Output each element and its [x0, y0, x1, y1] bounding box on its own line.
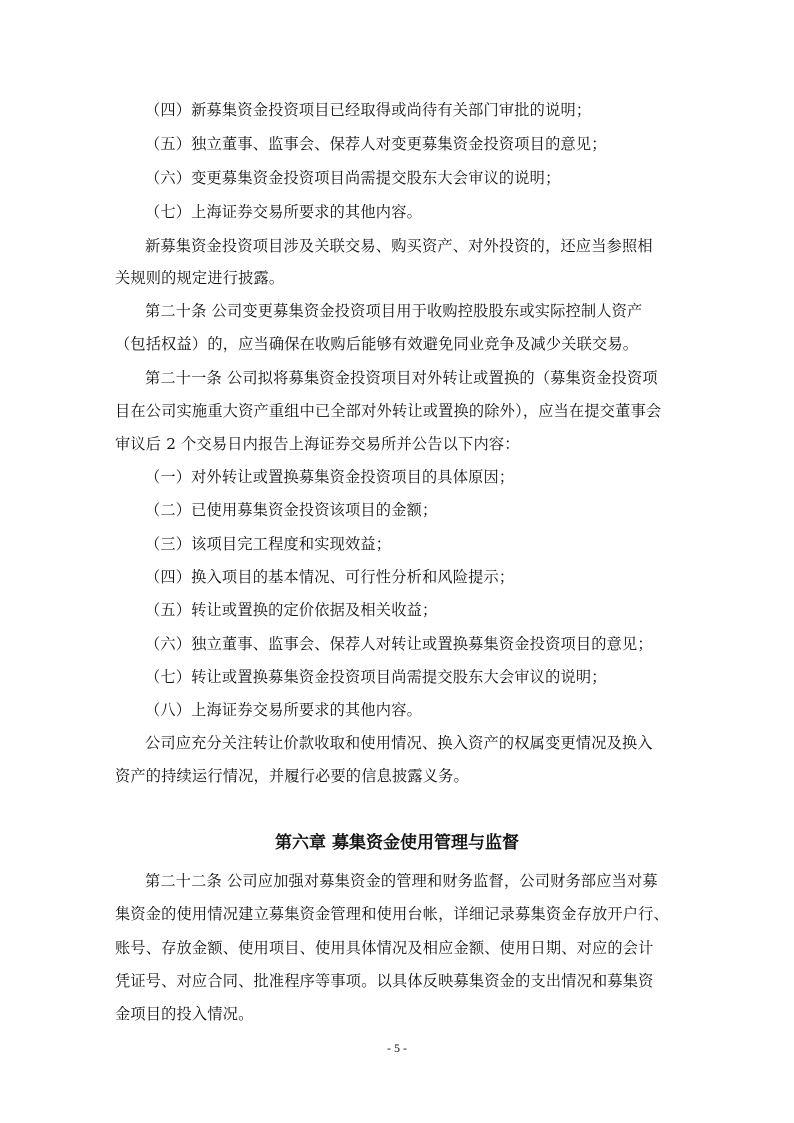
paragraph-line: （四）换入项目的基本情况、可行性分析和风险提示；: [145, 568, 515, 586]
paragraph-line: 目在公司实施重大资产重组中已全部对外转让或置换的除外），应当在提交董事会: [115, 402, 662, 420]
paragraph-line: 关规则的规定进行披露。: [115, 269, 285, 287]
paragraph-line: （七）转让或置换募集资金投资项目尚需提交股东大会审议的说明；: [145, 668, 607, 686]
paragraph-line: （五）独立董事、监事会、保荐人对变更募集资金投资项目的意见；: [145, 135, 607, 153]
paragraph-line: （四）新募集资金投资项目已经取得或尚待有关部门审批的说明；: [145, 101, 592, 119]
paragraph-line: 账号、存放金额、使用项目、使用具体情况及相应金额、使用日期、对应的会计: [115, 939, 654, 957]
paragraph-line: 公司应充分关注转让价款收取和使用情况、换入资产的权属变更情况及换入: [145, 734, 653, 752]
paragraph-line: 凭证号、对应合同、批准程序等事项。以具体反映募集资金的支出情况和募集资: [115, 972, 654, 990]
paragraph-line: 资产的持续运行情况，并履行必要的信息披露义务。: [115, 767, 469, 785]
paragraph-line: （六）变更募集资金投资项目尚需提交股东大会审议的说明；: [145, 169, 561, 187]
paragraph-line: 新募集资金投资项目涉及关联交易、购买资产、对外投资的，还应当参照相: [145, 237, 653, 255]
paragraph-line: 金项目的投入情况。: [115, 1005, 254, 1023]
page-number: - 5 -: [387, 1041, 407, 1055]
paragraph-line: （五）转让或置换的定价依据及相关收益；: [145, 601, 438, 619]
paragraph-line: （八）上海证券交易所要求的其他内容。: [145, 701, 422, 719]
paragraph-line: 第二十二条 公司应加强对募集资金的管理和财务监督，公司财务部应当对募: [145, 872, 658, 890]
paragraph-line: 审议后 2 个交易日内报告上海证券交易所并公告以下内容：: [115, 435, 520, 453]
paragraph-line: （包括权益）的，应当确保在收购后能够有效避免同业竞争及减少关联交易。: [115, 335, 639, 353]
paragraph-line: （一）对外转让或置换募集资金投资项目的具体原因；: [145, 468, 515, 486]
paragraph-line: （七）上海证券交易所要求的其他内容。: [145, 203, 422, 221]
paragraph-line: 第二十条 公司变更募集资金投资项目用于收购控股股东或实际控制人资产: [145, 302, 643, 320]
paragraph-line: 集资金的使用情况建立募集资金管理和使用台帐，详细记录募集资金存放开户行、: [115, 905, 669, 923]
paragraph-line: （六）独立董事、监事会、保荐人对转让或置换募集资金投资项目的意见；: [145, 635, 653, 653]
paragraph-line: （三）该项目完工程度和实现效益；: [145, 535, 392, 553]
paragraph-line: 第二十一条 公司拟将募集资金投资项目对外转让或置换的（募集资金投资项: [145, 369, 658, 387]
chapter-heading: 第六章 募集资金使用管理与监督: [275, 833, 519, 853]
paragraph-line: （二）已使用募集资金投资该项目的金额；: [145, 501, 438, 519]
